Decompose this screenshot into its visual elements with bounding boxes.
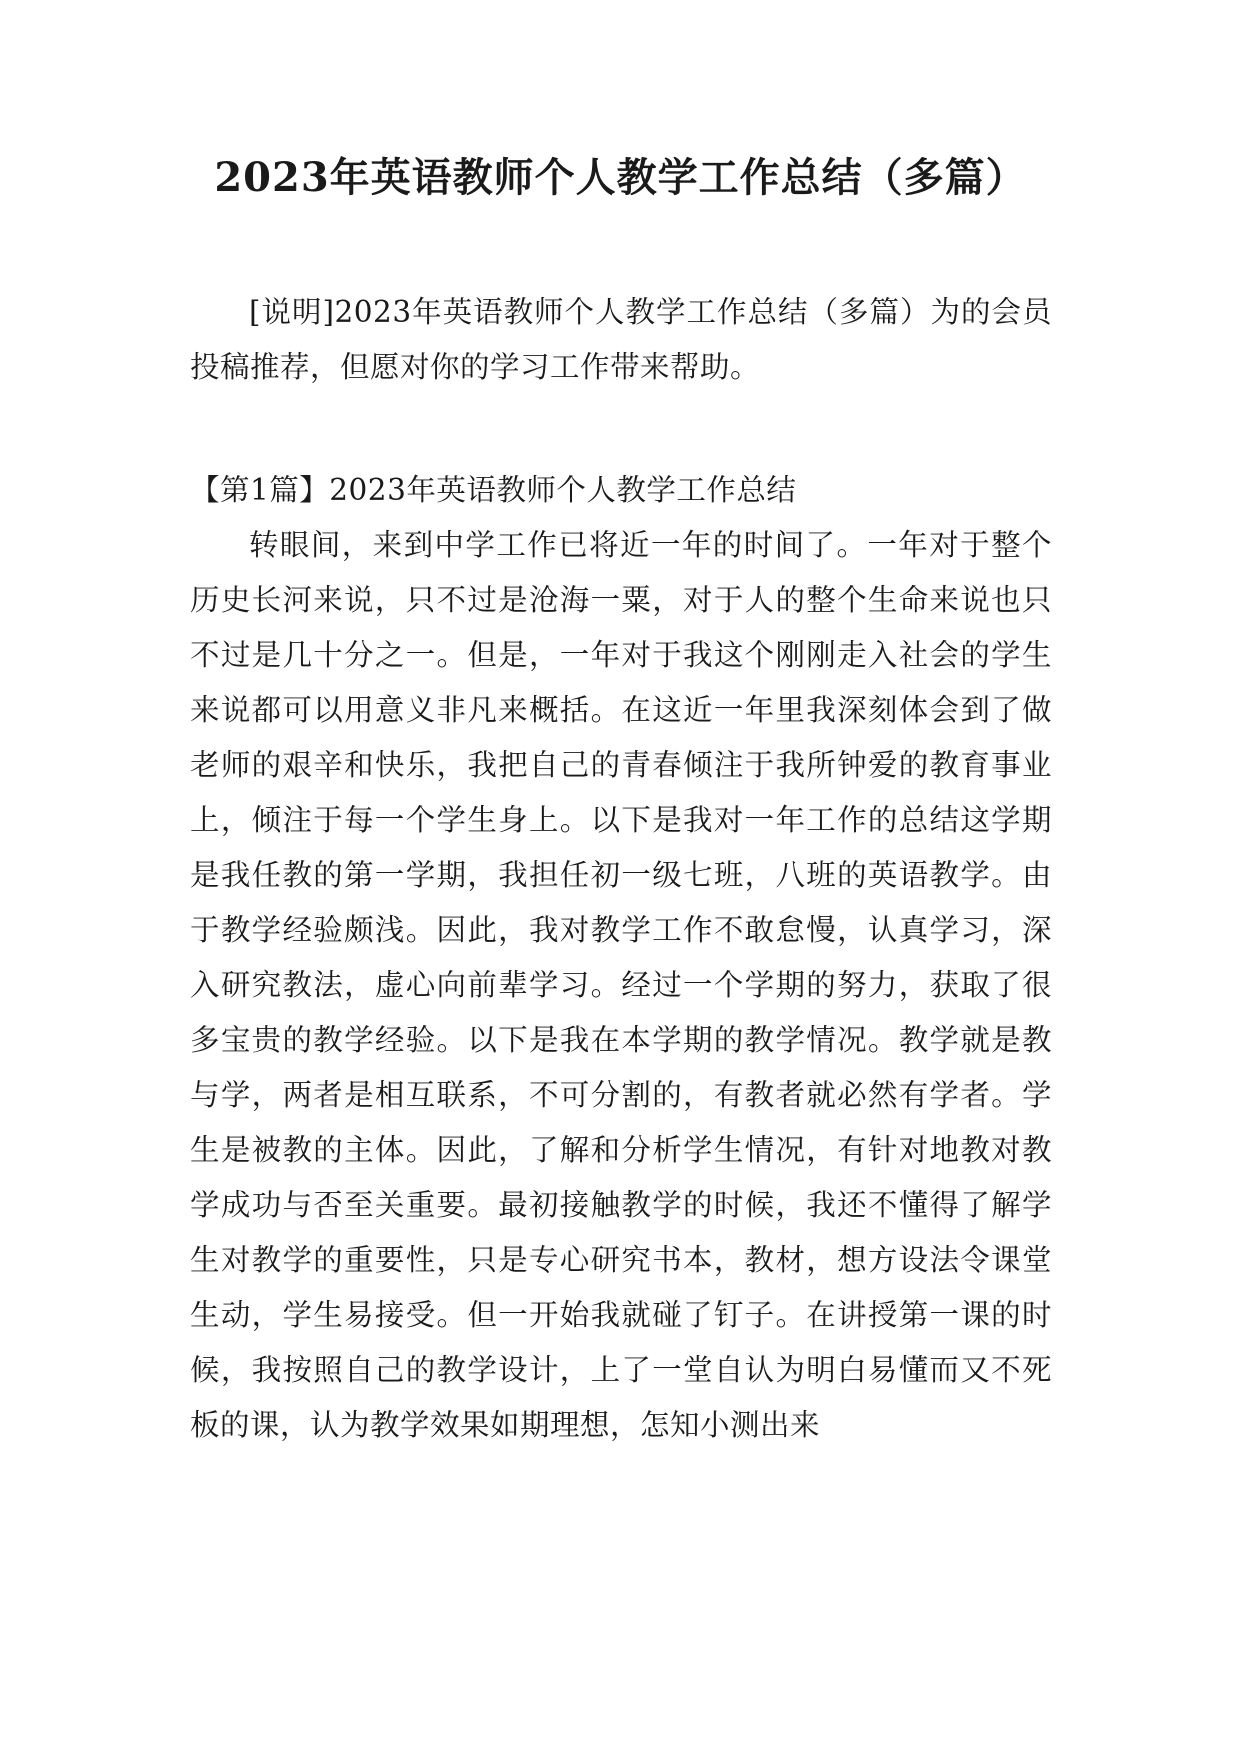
intro-block: [190, 285, 1052, 395]
section-paragraph: 转眼间，来到中学工作已将近一年的时间了。一年对于整个历史长河来说，只不过是沧海一粟，对于人的整个生命来说也只不过是几十分之一。但是，一年对于我这个刚刚走入社会的学生来说都可以用意义非凡来概括。在这近一年里我深刻体会到了做老师的艰辛和快乐，我把自己的青春倾注于我所钟爱的教育事业上，倾注于每一个学生身上。以下是我对一年工作的总结这学期是我任教的第一学期，我担任初一级七班，八班的英语教学。由于教学经验颇浅。因此，我对教学工作不敢怠慢，认真学习，深入研究教法，虚心向前辈学习。经过一个学期的努力，获取了很多宝贵的教学经验。以下是我在本学期的教学情况。教学就是教与学，两者是相互联系，不可分割的，有教者就必然有学者。学生是被教的主体。因此，了解和分析学生情况，有针对地教对教学成功与否至关重要。最初接触教学的时候，我还不懂得了解学生对教学的重要性，只是专心研究书本，教材，想方设法令课堂生动，学生易接受。但一开始我就碰了钉子。在讲授第一课的时候，我按照自己的教学设计，上了一堂自认为明白易懂而又不死板的课，认为教学效果如期理想，怎知小测出来: [190, 528, 1052, 1442]
section-heading: 【第1篇】2023年英语教师个人教学工作总结: [190, 473, 797, 507]
document-title: 2023年英语教师个人教学工作总结（多篇）: [214, 154, 1027, 201]
article-section: [190, 463, 1052, 1453]
intro-paragraph: [说明]2023年英语教师个人教学工作总结（多篇）为的会员投稿推荐，但愿对你的学习工作带来帮助。: [190, 295, 1052, 384]
